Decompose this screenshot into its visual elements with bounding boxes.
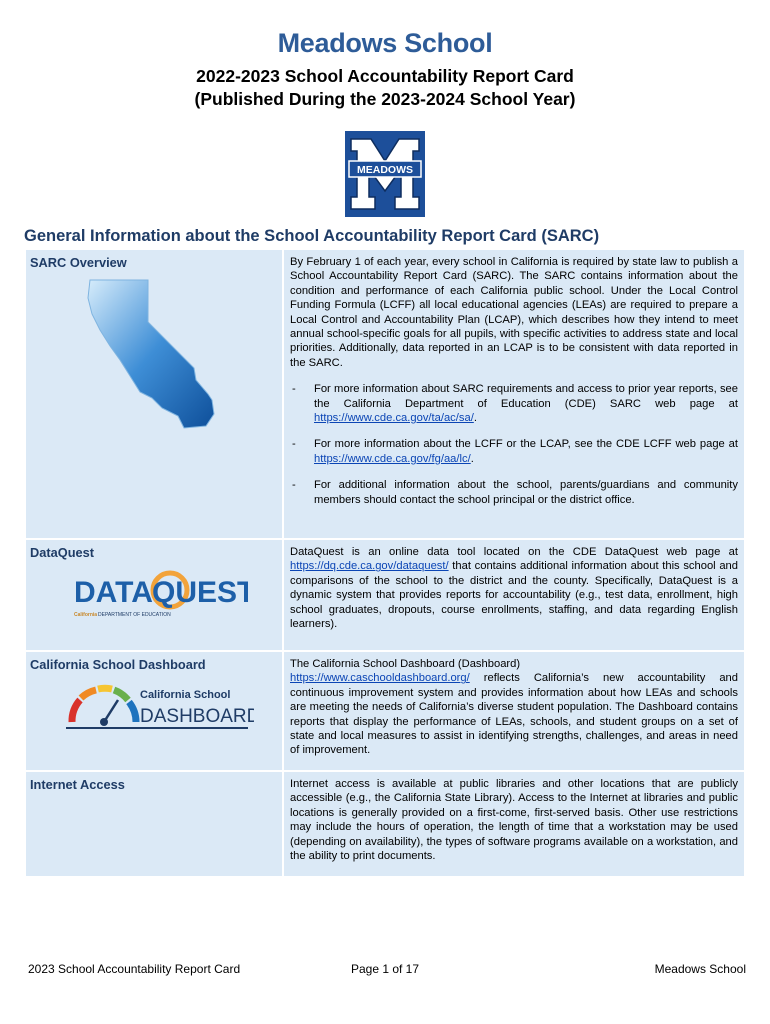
row-label-dataquest: DataQuest [30, 545, 95, 560]
dataquest-cell [26, 540, 282, 650]
bullet-dash: - [292, 383, 296, 396]
report-subtitle: (Published During the 2023-2024 School Year) [194, 89, 576, 109]
report-title: 2022-2023 School Accountability Report Card [196, 66, 574, 86]
sarc-paragraph: By February 1 of each year, every school in California is required by state law to publish a School Accountability Report Card (SARC). The SARC contains information about the condition and performance of each California public school. Under the Local Control Funding Formula (LCFF) all local educational agencies (LEAs) are required to prepare a Local Control and Accountability Plan (LCAP), which describes how they intend to meet annual school-specific goals for all pupils, with specific activities to address state and local priorities. Additionally, data reported in an LCAP is to be consistent with data reported in the SARC. [290, 256, 738, 369]
dashboard-logo-line1: California School [140, 689, 231, 701]
bullet-text: For more information about SARC requirements and access to prior year reports, see the California Department of Education (CDE) SARC web page at [314, 383, 738, 410]
dashboard-logo-line2: DASHBOARD [140, 706, 254, 727]
row-label-internet-access: Internet Access [30, 777, 125, 792]
table-row [26, 250, 744, 538]
internet-paragraph: Internet access is available at public libraries and other locations that are publicly accessible (e.g., the California State Library). Access to the Internet at libraries and public locations is generally provided on a first-come, first-served basis. Other use restrictions may include the hours of operation, the length of time that a workstation may be used (depending on availability), the types of software programs available on a workstation, and the ability to print documents. [290, 778, 738, 863]
bullet-text: For additional information about the school, parents/guardians and community members should contact the school principal or the district office. [314, 479, 738, 506]
period: . [470, 452, 474, 465]
dataquest-link[interactable]: https://dq.cde.ca.gov/dataquest/ [290, 560, 449, 573]
footer-school-name: Meadows School [654, 962, 746, 976]
dashboard-logo [64, 678, 254, 732]
list-item [290, 437, 738, 466]
dataquest-logo [68, 564, 248, 626]
sarc-overview-text [284, 250, 744, 538]
bullet-dash: - [292, 438, 296, 451]
list-item [290, 478, 738, 507]
school-name: Meadows School [277, 28, 493, 58]
dataquest-text [284, 540, 744, 650]
dataquest-caption-a: California [74, 612, 98, 618]
dataquest-caption-b: DEPARTMENT OF EDUCATION [98, 612, 171, 618]
table-row [26, 540, 744, 650]
bullet-text: For more information about the LCFF or the LCAP, see the CDE LCFF web page at [314, 438, 738, 451]
dashboard-cell [26, 652, 282, 770]
period: . [473, 412, 477, 425]
table-row [26, 772, 744, 876]
list-item [290, 382, 738, 425]
internet-access-cell [26, 772, 282, 876]
dataquest-text-after: that contains additional information about this school and comparisons of the school to the district and the county. Specifically, DataQuest is a dynamic system that provides reports for accountability (e.g., test data, enrollment, high school graduates, dropouts, course enrollments, staffing, and data regarding English learners). [290, 560, 738, 631]
lcff-web-link[interactable]: https://www.cde.ca.gov/fg/aa/lc/ [314, 452, 471, 465]
meadows-logo [345, 131, 425, 217]
dashboard-link[interactable]: https://www.caschooldashboard.org/ [290, 672, 470, 685]
california-map-icon [82, 276, 232, 431]
sarc-info-table [24, 248, 746, 878]
dashboard-text-before: The California School Dashboard (Dashboard) [290, 658, 521, 670]
footer-report-name: 2023 School Accountability Report Card [28, 962, 241, 976]
table-row [26, 652, 744, 770]
dashboard-text [284, 652, 744, 770]
row-label-sarc-overview: SARC Overview [30, 255, 127, 270]
dataquest-word-quest: QUEST [152, 576, 248, 609]
logo-text: MEADOWS [357, 164, 413, 176]
bullet-dash: - [292, 479, 296, 492]
footer-page-number: Page 1 of 17 [350, 962, 420, 976]
sarc-web-link[interactable]: https://www.cde.ca.gov/ta/ac/sa/ [314, 412, 474, 425]
dashboard-text-after: reflects California’s new accountability and continuous improvement system and provides information about how LEAs and schools are meeting the needs of California’s diverse student population. The Dashboard contains reports that display the performance of LEAs, schools, and student groups on a set of state and local measures to assist in identifying strengths, challenges, and areas in need of improvement. [290, 672, 739, 757]
section-heading: General Information about the School Accountability Report Card (SARC) [24, 227, 600, 245]
dataquest-text-before: DataQuest is an online data tool located on the CDE DataQuest web page at [290, 546, 738, 558]
row-label-dashboard: California School Dashboard [30, 657, 206, 672]
internet-access-text [284, 772, 744, 876]
dataquest-word-data: DATA [74, 576, 153, 609]
sarc-overview-cell [26, 250, 282, 538]
